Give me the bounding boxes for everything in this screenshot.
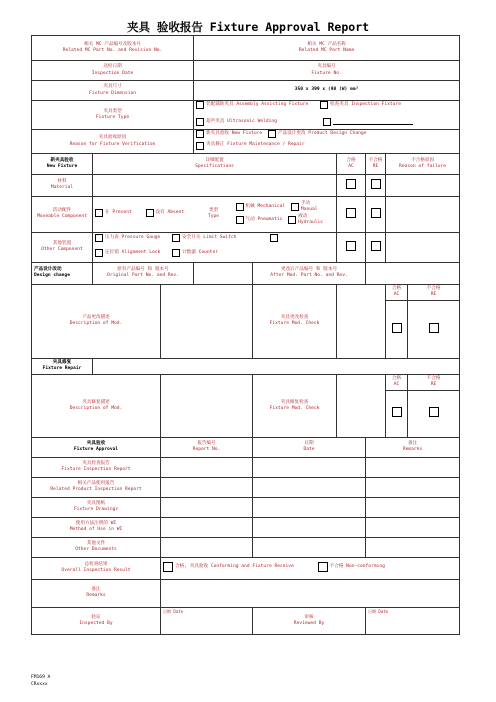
movable-ac-checkbox[interactable] <box>346 208 356 218</box>
other-re-checkbox[interactable] <box>371 241 381 251</box>
reviewed-date-cell[interactable]: 日期 Date <box>366 607 460 634</box>
inspected-date-cell[interactable]: 日期 Date <box>161 607 253 634</box>
approval-row-drawings: 夹具图纸 Fixture Drawings <box>32 497 161 517</box>
date-header: 日期 Date <box>253 437 366 457</box>
after-part-value[interactable] <box>366 262 460 284</box>
material-reason-cell[interactable] <box>386 174 460 196</box>
repair-description-value[interactable] <box>161 374 253 437</box>
design-change-label: 产品设计改动 Design change <box>32 262 93 284</box>
type-other-checkbox[interactable] <box>323 118 331 126</box>
present-option[interactable]: 在 Present <box>95 209 132 217</box>
design-description-value[interactable] <box>161 284 253 358</box>
overall-result-label: 总检查结果 Overall Inspection Result <box>32 557 161 579</box>
movable-reason-cell[interactable] <box>386 196 460 232</box>
approval-row-other-docs: 其他文件 Other Documents <box>32 537 161 557</box>
type-other-line[interactable] <box>333 119 413 125</box>
dimension-value: 350 x 399 x (98 (W) mm³ <box>194 81 460 101</box>
counter-option[interactable]: 计数器 Counter <box>172 249 218 257</box>
conform-option[interactable]: 合格, 夹具验收 Conforming and Fixture Receive <box>163 562 294 572</box>
fixture-approval-form <box>31 35 460 635</box>
type-inspection-option[interactable]: 检查夹具 Inspection Fixture <box>320 101 401 109</box>
report-no-header: 报告编号 Report No. <box>161 437 253 457</box>
design-check-label: 夹具更改检查 Fixture Mod. Check <box>253 284 337 358</box>
absent-checkbox[interactable] <box>146 209 154 217</box>
spec-header: 详细配置 Specifications <box>93 153 337 174</box>
design-check-value[interactable] <box>337 284 386 358</box>
type-ultrasonic-option[interactable]: 超声夹具 Ultrasonic Welding <box>196 118 277 126</box>
hydraulic-option[interactable]: 液动 Hydraulic <box>288 214 323 226</box>
type-ultrasonic-checkbox[interactable] <box>196 118 204 126</box>
other-reason-cell[interactable] <box>386 232 460 262</box>
design-ac-checkbox[interactable] <box>392 323 402 333</box>
type-assembly-checkbox[interactable] <box>196 101 204 109</box>
limit-switch-checkbox[interactable] <box>172 234 180 242</box>
nonconform-checkbox[interactable] <box>318 562 328 572</box>
repair-label: 夹具修复 Fixture Repair <box>32 358 93 374</box>
form-revision: CRxxxx <box>31 681 48 687</box>
dimension-label: 夹具尺寸 Fixture Dimension <box>32 81 194 101</box>
original-part-label: 原有产品编号 和 版本号 Original Part No. and Rev. <box>93 262 194 284</box>
other-component-option[interactable] <box>270 234 278 242</box>
pneumatic-checkbox[interactable] <box>236 216 244 224</box>
new-fixture-label: 新夹具验收 New Fixture <box>32 153 93 174</box>
alignment-lock-checkbox[interactable] <box>95 249 103 257</box>
related-name-label: 相关 MC 产品名称 Related MC Part Name <box>194 36 460 61</box>
type-other-option[interactable] <box>323 118 413 126</box>
present-checkbox[interactable] <box>95 209 103 217</box>
absent-option[interactable]: 没有 Absent <box>146 209 185 217</box>
after-part-label: 更改后产品编号 和 版本号 After Mod. Part No. and Rev. <box>253 262 366 284</box>
manual-option[interactable]: 手动 Manual <box>291 201 318 213</box>
manual-checkbox[interactable] <box>291 203 299 211</box>
remarks-label: 备注 Remarks <box>32 579 161 607</box>
alignment-lock-option[interactable]: 定位销 Alignment Lock <box>95 249 160 257</box>
reason-new-option[interactable]: 新夹具验收 New Fixture <box>196 130 262 138</box>
reason-new-checkbox[interactable] <box>196 130 204 138</box>
repair-re-checkbox[interactable] <box>429 407 439 417</box>
reason-repair-checkbox[interactable] <box>196 142 204 150</box>
reason-label: 夹具验收原因 Reason for Fixture Verification <box>32 130 194 153</box>
page-title: 夹具 验收报告 Fixture Approval Report <box>126 20 370 34</box>
movable-label: 活动配件 Moveable Component <box>32 196 93 232</box>
limit-switch-option[interactable]: 安全开关 Limit Switch <box>172 234 236 242</box>
counter-checkbox[interactable] <box>172 249 180 257</box>
inspected-by-label: 验证 Inspected By <box>32 607 161 634</box>
remarks-header: 备注 Remarks <box>366 437 460 457</box>
mechanical-checkbox[interactable] <box>236 203 244 211</box>
related-part-label: 相关 MC 产品编号及版本号 Related MC Part No. and Revision No. <box>32 36 194 61</box>
form-number: FM169 A <box>31 675 51 680</box>
ac-header: 合格 AC <box>337 153 366 174</box>
approval-label: 夹具验收 Fixture Approval <box>32 437 161 457</box>
other-component-label: 其他装置 Other Component <box>32 232 93 262</box>
approval-row-inspection-report: 夹具检查报告 Fixture Inspection Report <box>32 457 161 477</box>
original-part-value[interactable] <box>194 262 253 284</box>
pneumatic-option[interactable]: 气动 Pneumatic <box>236 216 283 224</box>
reviewed-by-label: 审核 Reviewed By <box>253 607 366 634</box>
type-inspection-checkbox[interactable] <box>320 101 328 109</box>
approval-row-wi: 使用方法注明的 WI Method of Use in WI <box>32 517 161 537</box>
reason-repair-option[interactable]: 夹具修正 Fixture Maintenance / Repair <box>196 142 305 150</box>
type-assembly-option[interactable]: 装配辅助夹具 Assembly Assisting Fixture <box>196 101 308 109</box>
remarks-value[interactable] <box>161 579 460 607</box>
repair-check-label: 夹具修复检查 Fixture Mod. Check <box>253 374 337 437</box>
repair-check-value[interactable] <box>337 374 386 437</box>
repair-ac-checkbox[interactable] <box>392 407 402 417</box>
fixture-type-label: 夹具类型 Fixture Type <box>32 101 194 130</box>
other-component-checkbox[interactable] <box>270 234 278 242</box>
design-ac-header: 合格 AC <box>386 284 408 300</box>
pressure-gauge-checkbox[interactable] <box>95 234 103 242</box>
design-re-checkbox[interactable] <box>429 323 439 333</box>
other-ac-checkbox[interactable] <box>346 241 356 251</box>
approval-row-product-report: 相关产品使用报告 Related Product Inspection Report <box>32 477 161 497</box>
fixture-no-label: 夹具编号 Fixture No. <box>194 61 460 81</box>
conform-checkbox[interactable] <box>163 562 173 572</box>
form-footer <box>31 675 50 689</box>
repair-re-header: 不合格 RE <box>408 374 460 390</box>
re-header: 不合格 RE <box>366 153 386 174</box>
material-re-checkbox[interactable] <box>371 179 381 189</box>
movable-type-label: 类型 Type <box>194 196 234 232</box>
movable-re-checkbox[interactable] <box>371 208 381 218</box>
repair-ac-header: 合格 AC <box>386 374 408 390</box>
design-description-label: 产品更改描述 Description of Mod. <box>32 284 161 358</box>
inspection-date-label: 送检日期 Inspection Date <box>32 61 194 81</box>
material-label: 材料 Material <box>32 174 93 196</box>
reason-design-checkbox[interactable] <box>268 130 276 138</box>
repair-description-label: 夹具修复描述 Description of Mod. <box>32 374 161 437</box>
material-spec-cell[interactable] <box>93 174 337 196</box>
pressure-gauge-option[interactable]: 压力表 Pressure Gauge <box>95 234 160 242</box>
nonconform-option[interactable]: 不合格 Non-conforming <box>318 562 385 572</box>
design-re-header: 不合格 RE <box>408 284 460 300</box>
reason-design-option[interactable]: 产品设计更改 Product Design Change <box>268 130 366 138</box>
hydraulic-checkbox[interactable] <box>288 216 296 224</box>
reason-failure-header: 不合格原因 Reason of failure <box>386 153 460 174</box>
material-ac-checkbox[interactable] <box>346 179 356 189</box>
mechanical-option[interactable]: 机械 Mechanical <box>236 203 286 211</box>
